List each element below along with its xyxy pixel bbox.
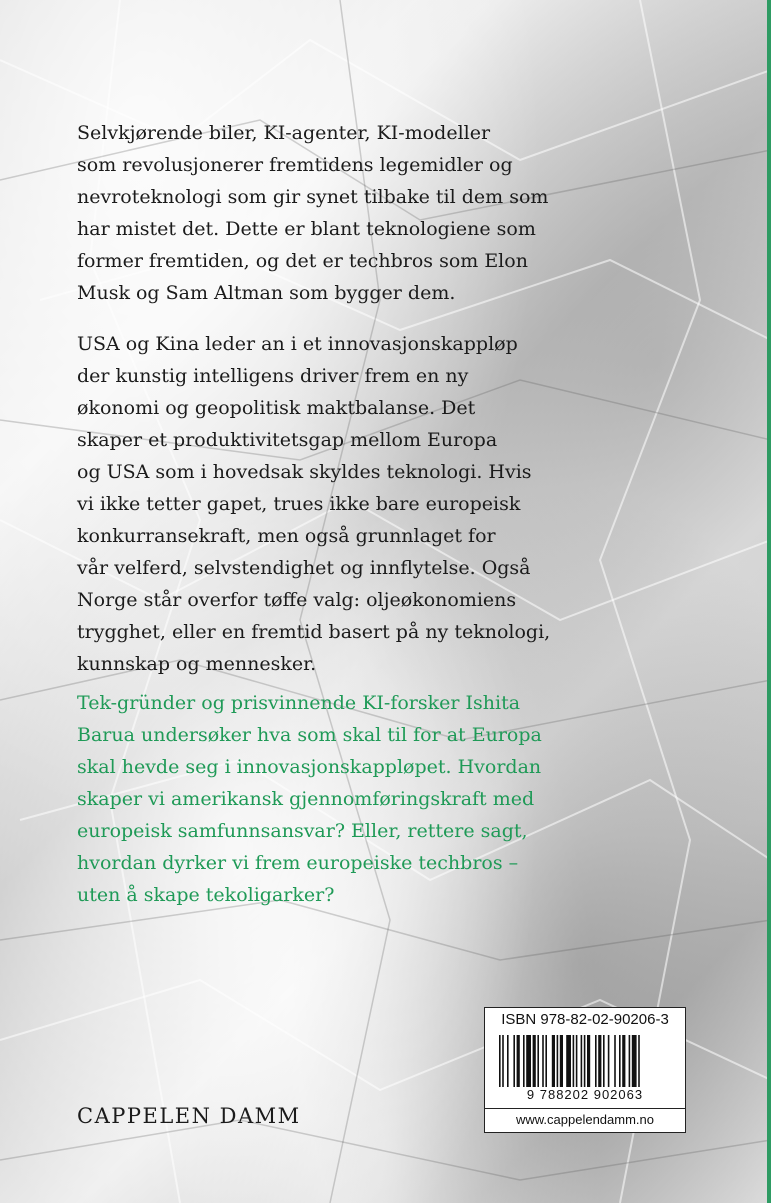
barcode-bar <box>573 1035 575 1087</box>
barcode-bar <box>537 1035 539 1087</box>
barcode-bar <box>566 1035 571 1087</box>
barcode-digits: 9 788202 902063 <box>526 1087 644 1102</box>
barcode-bar <box>629 1035 631 1087</box>
barcode-bar <box>533 1035 536 1087</box>
barcode-bar <box>638 1035 640 1087</box>
barcode-bar <box>513 1035 515 1087</box>
barcode-bar <box>560 1035 563 1087</box>
barcode-bar <box>502 1035 504 1087</box>
barcode-bar <box>632 1035 637 1087</box>
barcode-bar <box>581 1035 583 1087</box>
barcode-bar <box>499 1035 501 1087</box>
barcode-bar <box>526 1035 531 1087</box>
barcode-bar <box>545 1035 547 1087</box>
barcode-bar <box>614 1035 616 1087</box>
intro-paragraph: Selvkjørende biler, KI-agenter, KI-modeller som revolusjonerer fremtidens legemidler og nevroteknologi som gir synet tilbake til dem som har mistet det. Dette er blant teknologiene som former fremtiden, og det er techbros som Elon Musk og Sam Altman som bygger dem. <box>77 122 549 304</box>
barcode-bar <box>523 1035 525 1087</box>
green-edge-strip <box>767 0 771 1203</box>
barcode-bar <box>595 1035 597 1087</box>
barcode-bar <box>557 1035 559 1087</box>
barcode-icon <box>497 1035 673 1087</box>
publisher-logo: CAPPELEN DAMM <box>77 1104 301 1128</box>
barcode-bar <box>603 1035 605 1087</box>
barcode-bar <box>517 1035 520 1087</box>
barcode-bar <box>598 1035 601 1087</box>
barcode-bar <box>576 1035 578 1087</box>
isbn-barcode-box <box>484 1007 686 1133</box>
barcode-bar <box>584 1035 586 1087</box>
barcode-bar <box>552 1035 555 1087</box>
barcode-bar <box>542 1035 544 1087</box>
barcode-bar <box>608 1035 610 1087</box>
barcode-bar <box>622 1035 625 1087</box>
author-paragraph: Tek-gründer og prisvinnende KI-forsker Ishita Barua undersøker hva som skal til for at Europa skal hevde seg i innovasjonskappløpet. Hvordan skaper vi amerikansk gjennomføringskraft med europeisk samfunnsansvar? Eller, rettere sagt, hvordan dyrker vi frem europeiske techbros – uten å skape tekoligarker? <box>77 692 542 906</box>
context-paragraph: USA og Kina leder an i et innovasjonskappløp der kunstig intelligens driver frem en ny økonomi og geopolitisk maktbalanse. Det skaper et produktivitetsgap mellom Europa og USA som i hovedsak skyldes teknologi. Hvis vi ikke tetter gapet, trues ikke bare europeisk konkurransekraft, men også grunnlaget for vår velferd, selvstendighet og innflytelse. Også Norge står overfor tøffe valg: oljeøkonomiens trygghet, eller en fremtid basert på ny teknologi, kunnskap og mennesker. <box>77 333 551 675</box>
isbn-label: ISBN 978-82-02-90206-3 <box>501 1011 669 1028</box>
barcode-bar <box>507 1035 509 1087</box>
publisher-website: www.cappelendamm.no <box>485 1108 685 1131</box>
barcode-bar <box>619 1035 621 1087</box>
barcode-bar <box>587 1035 590 1087</box>
